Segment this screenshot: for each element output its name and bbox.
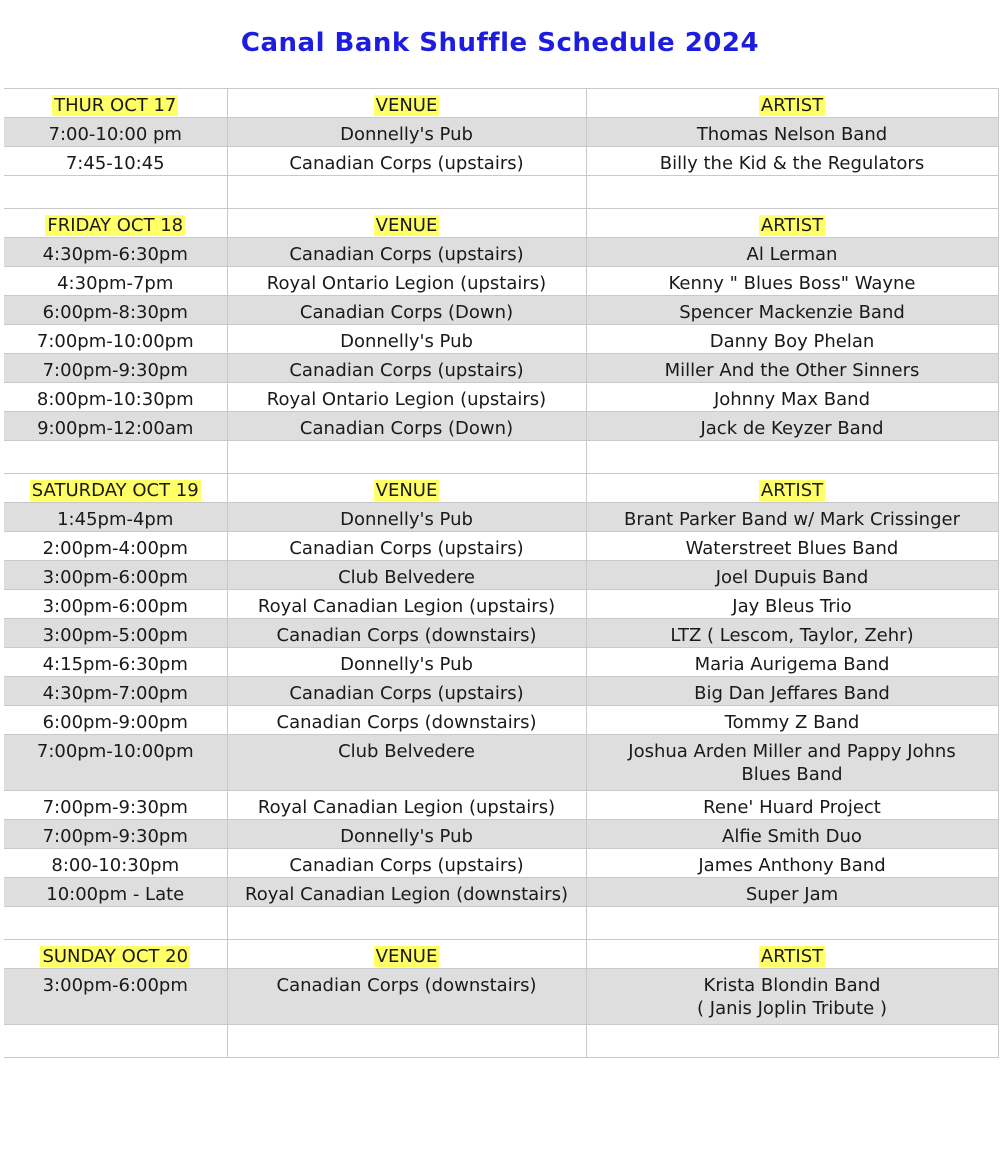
spacer-row: [4, 1025, 998, 1058]
spacer-cell: [586, 176, 998, 209]
artist-cell-text: Johnny Max Band: [713, 389, 871, 410]
venue-cell: [227, 412, 586, 441]
table-row: [4, 590, 998, 619]
time-cell-text: 4:30pm-7pm: [57, 273, 174, 294]
artist-cell-text: Brant Parker Band w/ Mark Crissinger: [623, 509, 960, 530]
table-row: [4, 532, 998, 561]
table-row: [4, 677, 998, 706]
time-cell-text: 3:00pm-6:00pm: [42, 975, 188, 996]
time-cell: [4, 820, 227, 849]
artist-cell: [586, 296, 998, 325]
venue-cell-text: Canadian Corps (upstairs): [289, 683, 524, 704]
venue-header: [227, 940, 586, 969]
table-row: [4, 878, 998, 907]
artist-cell-text: Maria Aurigema Band: [694, 654, 890, 675]
venue-cell: [227, 118, 586, 147]
venue-cell: [227, 325, 586, 354]
time-cell-text: 3:00pm-6:00pm: [42, 596, 188, 617]
artist-cell: [586, 849, 998, 878]
artist-header: [586, 209, 998, 238]
artist-cell: [586, 969, 998, 1025]
venue-cell-text: Canadian Corps (upstairs): [289, 360, 524, 381]
venue-cell: [227, 969, 586, 1025]
venue-cell: [227, 354, 586, 383]
table-row: [4, 118, 998, 147]
venue-cell: [227, 878, 586, 907]
time-cell-text: 7:00-10:00 pm: [48, 124, 182, 145]
artist-cell: [586, 383, 998, 412]
table-row: [4, 238, 998, 267]
artist-cell-text: Tommy Z Band: [724, 712, 860, 733]
time-cell: [4, 706, 227, 735]
venue-cell: [227, 296, 586, 325]
time-cell: [4, 590, 227, 619]
venue-cell: [227, 791, 586, 820]
day-header-row: [4, 474, 998, 503]
day-label-label: SATURDAY OCT 19: [31, 480, 199, 501]
spacer-cell: [227, 441, 586, 474]
artist-cell-text: Jay Bleus Trio: [732, 596, 852, 617]
venue-cell: [227, 619, 586, 648]
artist-header: [586, 89, 998, 118]
table-row: [4, 147, 998, 176]
artist-cell: [586, 354, 998, 383]
time-cell-text: 4:30pm-7:00pm: [42, 683, 188, 704]
spacer-row: [4, 176, 998, 209]
artist-cell-text: Kenny " Blues Boss" Wayne: [668, 273, 916, 294]
venue-cell: [227, 383, 586, 412]
table-row: [4, 383, 998, 412]
schedule-body: [4, 89, 998, 1058]
day-label: [4, 89, 227, 118]
table-row: [4, 849, 998, 878]
venue-cell-text: Donnelly's Pub: [340, 124, 473, 145]
time-cell: [4, 532, 227, 561]
time-cell-text: 3:00pm-6:00pm: [42, 567, 188, 588]
spacer-cell: [4, 1025, 227, 1058]
venue-header-label: VENUE: [375, 215, 438, 236]
venue-header-label: VENUE: [375, 95, 438, 116]
venue-cell: [227, 648, 586, 677]
venue-cell: [227, 503, 586, 532]
artist-header-label: ARTIST: [760, 946, 824, 967]
time-cell: [4, 619, 227, 648]
time-cell-text: 2:00pm-4:00pm: [42, 538, 188, 559]
artist-cell: [586, 503, 998, 532]
venue-cell-text: Club Belvedere: [338, 567, 475, 588]
venue-cell-text: Donnelly's Pub: [340, 331, 473, 352]
venue-cell-text: Canadian Corps (downstairs): [276, 975, 537, 996]
spacer-cell: [586, 907, 998, 940]
table-row: [4, 969, 998, 1025]
table-row: [4, 267, 998, 296]
artist-cell-text: Waterstreet Blues Band: [685, 538, 899, 559]
artist-cell-text: Krista Blondin Band: [703, 975, 881, 996]
spacer-cell: [227, 176, 586, 209]
day-header-row: [4, 89, 998, 118]
time-cell: [4, 118, 227, 147]
time-cell-text: 10:00pm - Late: [46, 884, 185, 905]
spacer-row: [4, 907, 998, 940]
day-label-label: SUNDAY OCT 20: [42, 946, 189, 967]
table-row: [4, 706, 998, 735]
artist-cell: [586, 412, 998, 441]
artist-cell-text: LTZ ( Lescom, Taylor, Zehr): [670, 625, 914, 646]
table-row: [4, 735, 998, 791]
artist-cell: [586, 878, 998, 907]
spacer-cell: [4, 441, 227, 474]
table-row: [4, 648, 998, 677]
time-cell: [4, 412, 227, 441]
time-cell: [4, 969, 227, 1025]
venue-cell-text: Canadian Corps (Down): [299, 418, 514, 439]
schedule-table: [4, 88, 999, 1058]
time-cell: [4, 147, 227, 176]
artist-cell: [586, 677, 998, 706]
artist-cell-text-line2: Blues Band: [741, 764, 843, 785]
venue-cell-text: Donnelly's Pub: [340, 826, 473, 847]
venue-cell: [227, 238, 586, 267]
table-row: [4, 619, 998, 648]
time-cell: [4, 878, 227, 907]
time-cell: [4, 849, 227, 878]
venue-cell: [227, 677, 586, 706]
artist-cell: [586, 238, 998, 267]
time-cell-text: 7:00pm-10:00pm: [36, 331, 194, 352]
venue-cell: [227, 532, 586, 561]
artist-cell-text: Big Dan Jeffares Band: [694, 683, 890, 704]
artist-header-label: ARTIST: [760, 215, 824, 236]
time-cell-text: 7:00pm-9:30pm: [42, 826, 188, 847]
spacer-cell: [227, 907, 586, 940]
time-cell: [4, 735, 227, 791]
table-row: [4, 503, 998, 532]
artist-cell: [586, 619, 998, 648]
artist-cell-text: Alfie Smith Duo: [722, 826, 862, 847]
day-header-row: [4, 209, 998, 238]
time-cell-text: 6:00pm-8:30pm: [42, 302, 188, 323]
artist-cell-text: Al Lerman: [746, 244, 838, 265]
time-cell-text: 4:15pm-6:30pm: [42, 654, 188, 675]
table-row: [4, 791, 998, 820]
time-cell: [4, 677, 227, 706]
venue-cell-text: Royal Ontario Legion (upstairs): [266, 389, 547, 410]
time-cell-text: 7:00pm-10:00pm: [36, 741, 194, 762]
venue-cell: [227, 849, 586, 878]
day-label: [4, 474, 227, 503]
day-header-row: [4, 940, 998, 969]
artist-cell: [586, 648, 998, 677]
day-label-label: FRIDAY OCT 18: [47, 215, 184, 236]
artist-cell: [586, 147, 998, 176]
day-label-label: THUR OCT 17: [54, 95, 177, 116]
artist-cell: [586, 791, 998, 820]
time-cell-text: 1:45pm-4pm: [57, 509, 174, 530]
venue-cell-text: Donnelly's Pub: [340, 509, 473, 530]
time-cell: [4, 354, 227, 383]
time-cell: [4, 648, 227, 677]
venue-cell: [227, 735, 586, 791]
time-cell: [4, 325, 227, 354]
artist-cell-text-line2: ( Janis Joplin Tribute ): [697, 998, 887, 1019]
venue-header: [227, 474, 586, 503]
artist-cell: [586, 118, 998, 147]
time-cell-text: 9:00pm-12:00am: [37, 418, 194, 439]
time-cell-text: 7:45-10:45: [65, 153, 165, 174]
artist-cell-text: Rene' Huard Project: [703, 797, 881, 818]
table-row: [4, 412, 998, 441]
time-cell-text: 4:30pm-6:30pm: [42, 244, 188, 265]
time-cell-text: 7:00pm-9:30pm: [42, 360, 188, 381]
artist-header-label: ARTIST: [760, 480, 824, 501]
artist-cell: [586, 706, 998, 735]
artist-cell: [586, 532, 998, 561]
venue-cell-text: Royal Ontario Legion (upstairs): [266, 273, 547, 294]
venue-cell-text: Canadian Corps (upstairs): [289, 538, 524, 559]
table-row: [4, 325, 998, 354]
time-cell: [4, 238, 227, 267]
time-cell-text: 8:00pm-10:30pm: [36, 389, 194, 410]
table-row: [4, 296, 998, 325]
venue-cell-text: Canadian Corps (downstairs): [276, 625, 537, 646]
artist-cell-text: Spencer Mackenzie Band: [679, 302, 905, 323]
venue-cell-text: Canadian Corps (upstairs): [289, 244, 524, 265]
table-row: [4, 561, 998, 590]
artist-header: [586, 474, 998, 503]
spacer-cell: [586, 441, 998, 474]
artist-cell-text: James Anthony Band: [698, 855, 886, 876]
artist-cell-text: Joshua Arden Miller and Pappy Johns: [628, 741, 956, 762]
artist-cell-text: Super Jam: [745, 884, 839, 905]
venue-cell-text: Club Belvedere: [338, 741, 475, 762]
artist-cell-text: Billy the Kid & the Regulators: [659, 153, 925, 174]
artist-header-label: ARTIST: [760, 95, 824, 116]
venue-header-label: VENUE: [375, 480, 438, 501]
venue-cell-text: Canadian Corps (downstairs): [276, 712, 537, 733]
venue-cell-text: Canadian Corps (upstairs): [289, 855, 524, 876]
artist-cell: [586, 561, 998, 590]
venue-cell: [227, 147, 586, 176]
artist-cell: [586, 590, 998, 619]
venue-header: [227, 89, 586, 118]
time-cell: [4, 296, 227, 325]
time-cell: [4, 267, 227, 296]
artist-cell-text: Joel Dupuis Band: [715, 567, 869, 588]
time-cell-text: 8:00-10:30pm: [51, 855, 180, 876]
artist-cell: [586, 820, 998, 849]
spacer-cell: [4, 176, 227, 209]
artist-cell: [586, 267, 998, 296]
artist-cell-text: Miller And the Other Sinners: [664, 360, 920, 381]
time-cell-text: 6:00pm-9:00pm: [42, 712, 188, 733]
time-cell: [4, 503, 227, 532]
time-cell: [4, 561, 227, 590]
day-label: [4, 209, 227, 238]
venue-cell-text: Royal Canadian Legion (downstairs): [245, 884, 568, 905]
venue-header-label: VENUE: [375, 946, 438, 967]
venue-header: [227, 209, 586, 238]
artist-cell: [586, 325, 998, 354]
venue-cell: [227, 590, 586, 619]
venue-cell: [227, 561, 586, 590]
spacer-cell: [586, 1025, 998, 1058]
venue-cell-text: Royal Canadian Legion (upstairs): [257, 797, 556, 818]
time-cell-text: 3:00pm-5:00pm: [42, 625, 188, 646]
artist-cell-text: Thomas Nelson Band: [696, 124, 888, 145]
spacer-cell: [4, 907, 227, 940]
table-row: [4, 354, 998, 383]
venue-cell-text: Donnelly's Pub: [340, 654, 473, 675]
artist-cell: [586, 735, 998, 791]
artist-cell-text: Danny Boy Phelan: [709, 331, 875, 352]
artist-header: [586, 940, 998, 969]
venue-cell: [227, 820, 586, 849]
venue-cell-text: Royal Canadian Legion (upstairs): [257, 596, 556, 617]
venue-cell: [227, 267, 586, 296]
table-row: [4, 820, 998, 849]
schedule-title: Canal Bank Shuffle Schedule 2024: [240, 28, 760, 58]
time-cell-text: 7:00pm-9:30pm: [42, 797, 188, 818]
venue-cell: [227, 706, 586, 735]
venue-cell-text: Canadian Corps (upstairs): [289, 153, 524, 174]
venue-cell-text: Canadian Corps (Down): [299, 302, 514, 323]
spacer-cell: [227, 1025, 586, 1058]
time-cell: [4, 791, 227, 820]
artist-cell-text: Jack de Keyzer Band: [700, 418, 884, 439]
day-label: [4, 940, 227, 969]
spacer-row: [4, 441, 998, 474]
time-cell: [4, 383, 227, 412]
